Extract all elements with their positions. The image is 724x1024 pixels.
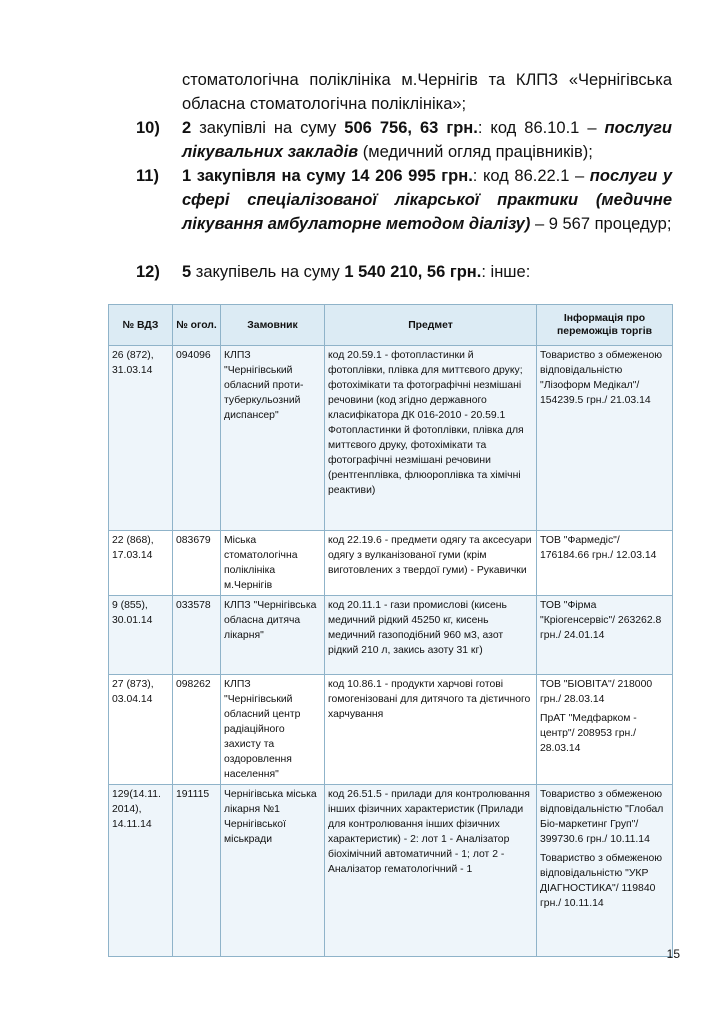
table-body: [109, 346, 673, 957]
cell-subject: код 20.59.1 - фотопластинки й фотоплівки, плівка для миттєвого друку; фотохімікати та фотографічні незмішані речовини (код згідно державного класифікатора ДК 016-2010 - 20.59.1 Фотопластинки й фотоплівки, плівка для миттєвого друку, фотохімікати та фотографічні незмішані речовини (рентгенплівка, флюороплівка та хімічні реактиви): [325, 346, 537, 531]
header-row: [109, 305, 673, 346]
cell-vdz: 129(14.11. 2014), 14.11.14: [109, 785, 173, 957]
cell-customer: КЛПЗ "Чернігівська обласна дитяча лікарня": [221, 596, 325, 675]
table-row: [109, 785, 673, 957]
purchase-count: 5: [182, 263, 192, 281]
cell-ogol: 098262: [173, 675, 221, 785]
page-number: 15: [666, 947, 680, 961]
cell-vdz: 22 (868), 17.03.14: [109, 531, 173, 596]
cell-winners: [537, 596, 673, 675]
cell-vdz: 26 (872), 31.03.14: [109, 346, 173, 531]
procurement-table: [108, 304, 673, 957]
table-row: [109, 346, 673, 531]
header-customer: Замовник: [221, 305, 325, 346]
list-number: 11): [136, 167, 159, 185]
table-header: [109, 305, 673, 346]
purchase-lead: 1 закупівля на суму 14 206 995 грн.: [182, 167, 473, 185]
cell-subject: код 20.11.1 - гази промислові (кисень медичний рідкий 45250 кг, кисень медичний газоподібний 960 м3, азот рідкий 210 л, закись азоту 31 кг): [325, 596, 537, 675]
text-segment: : код 86.22.1 –: [472, 167, 590, 185]
list-text: [182, 164, 672, 236]
intro-paragraph: стоматологічна поліклініка м.Чернігів та КЛПЗ «Чернігівська обласна стоматологічна поліклініка»;: [182, 71, 672, 113]
cell-vdz: 27 (873), 03.04.14: [109, 675, 173, 785]
text-segment: закупівель на суму: [191, 263, 345, 281]
cell-vdz: 9 (855), 30.01.14: [109, 596, 173, 675]
cell-customer: КЛПЗ "Чернігівський обласний проти-туберкульозний диспансер": [221, 346, 325, 531]
cell-subject: код 10.86.1 - продукти харчові готові гомогенізовані для дитячого та дієтичного харчування: [325, 675, 537, 785]
list-text: [182, 116, 672, 164]
cell-ogol: 083679: [173, 531, 221, 596]
list-item-11: [136, 164, 672, 236]
winner-entry: ПрАТ "Медфарком - центр"/ 208953 грн./ 28.03.14: [540, 713, 637, 754]
list-text: [182, 260, 672, 284]
cell-customer: Міська стоматологічна поліклініка м.Чернігів: [221, 531, 325, 596]
cell-ogol: 033578: [173, 596, 221, 675]
list-item-12: [136, 260, 672, 284]
table-row: [109, 596, 673, 675]
list-number: 10): [136, 119, 160, 137]
service-name: послуги лікувальних закладів: [182, 119, 672, 161]
text-segment: закупівлі на суму: [191, 119, 345, 137]
cell-winners: [537, 675, 673, 785]
list-number: 12): [136, 263, 160, 281]
service-name: послуги у сфері спеціалізованої лікарської практики (медичне лікування амбулаторне методом діалізу): [182, 167, 672, 233]
cell-customer: КЛПЗ "Чернігівський обласний центр радіаційного захисту та оздоровлення населення": [221, 675, 325, 785]
cell-winners: [537, 785, 673, 957]
list-item-10: [136, 116, 672, 164]
winner-entry: ТОВ "Фармедіс"/ 176184.66 грн./ 12.03.14: [540, 535, 657, 561]
table-row: [109, 675, 673, 785]
cell-ogol: 191115: [173, 785, 221, 957]
text-segment: (медичний огляд працівників);: [358, 143, 593, 161]
table-row: [109, 531, 673, 596]
purchase-amount: 506 756, 63 грн.: [344, 119, 478, 137]
header-ogol: № огол.: [173, 305, 221, 346]
purchase-amount: 1 540 210, 56 грн.: [344, 263, 482, 281]
header-winners: Інформація про переможців торгів: [537, 305, 673, 346]
cell-subject: код 22.19.6 - предмети одягу та аксесуари одягу з вулканізованої гуми (крім виготовлених з твердої гуми) - Рукавички: [325, 531, 537, 596]
cell-customer: Чернігівська міська лікарня №1 Чернігівської міськради: [221, 785, 325, 957]
cell-subject: код 26.51.5 - прилади для контролювання інших фізичних характеристик (Прилади для контролювання інших фізичних характеристик) - 2: лот 1 - Аналізатор біохімічний автоматичний - 1; лот 2 - Аналізатор гематологічний - 1: [325, 785, 537, 957]
text-segment: – 9 567 процедур;: [530, 215, 672, 233]
text-segment: : інше:: [481, 263, 531, 281]
text-segment: : код 86.10.1 –: [477, 119, 605, 137]
winner-entry: Товариство з обмеженою відповідальністю "Лізоформ Медікал"/ 154239.5 грн./ 21.03.14: [540, 350, 663, 406]
purchase-count: 2: [182, 119, 192, 137]
cell-ogol: 094096: [173, 346, 221, 531]
winner-entry: ТОВ "Фірма "Кріогенсервіс"/ 263262.8 грн./ 24.01.14: [540, 600, 662, 641]
winner-entry: Товариство з обмеженою відповідальністю "УКР ДІАГНОСТИКА"/ 119840 грн./ 10.11.14: [540, 853, 663, 909]
cell-winners: [537, 531, 673, 596]
header-subject: Предмет: [325, 305, 537, 346]
winner-entry: ТОВ "БІОВІТА"/ 218000 грн./ 28.03.14: [540, 679, 653, 705]
header-vdz: № ВДЗ: [109, 305, 173, 346]
cell-winners: [537, 346, 673, 531]
winner-entry: Товариство з обмеженою відповідальністю "Глобал Біо-маркетинг Груп"/ 399730.6 грн./ 10.11.14: [540, 789, 664, 845]
